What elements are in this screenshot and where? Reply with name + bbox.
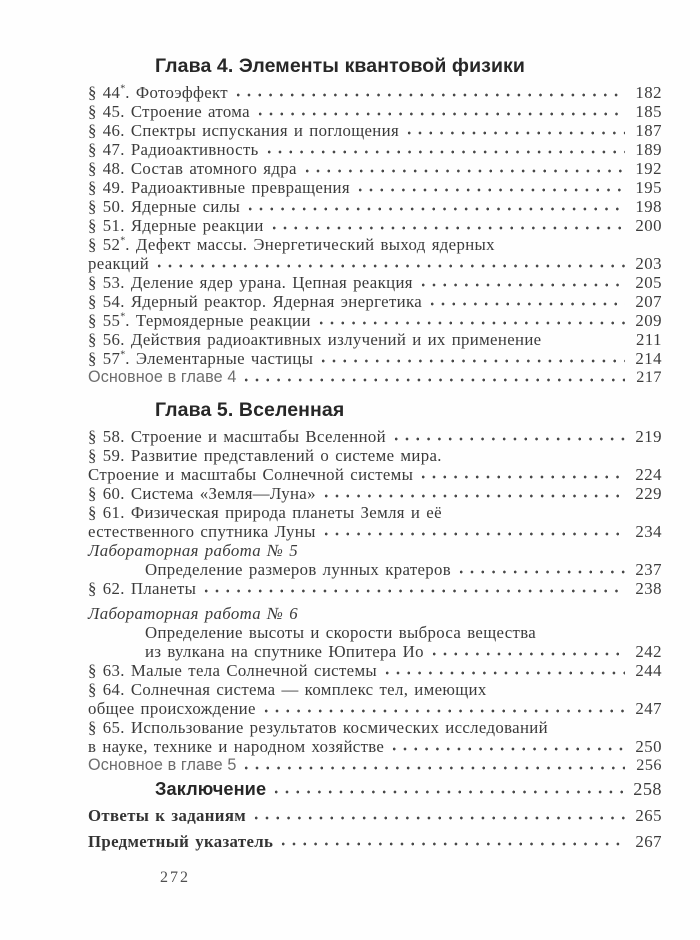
toc-line: [88, 349, 662, 368]
toc-entry-text: § 45. Строение атома: [88, 102, 250, 121]
toc-entry-text: § 49. Радиоактивные превращения: [88, 178, 350, 197]
page-number: 195: [635, 178, 662, 197]
toc-entry-text: § 53. Деление ядер урана. Цепная реакция: [88, 273, 413, 292]
page-number: 219: [635, 427, 662, 446]
index-line: [88, 832, 662, 851]
dot-leader: [549, 338, 625, 346]
toc-entry-text: общее происхождение: [88, 699, 256, 718]
page-number: 237: [635, 560, 662, 579]
toc-entry-text: Глава 5. Вселенная: [155, 399, 345, 421]
dot-leader: [258, 110, 625, 118]
toc-line: [88, 330, 662, 349]
toc-line: [88, 273, 662, 292]
page-number: 217: [636, 368, 662, 386]
toc-entry-text: Определение размеров лунных кратеров: [145, 560, 452, 579]
toc-entry-text: Лабораторная работа № 5: [88, 541, 299, 560]
toc-line: [88, 178, 662, 197]
toc-entry-text: § 56. Действия радиоактивных излучений и их применение: [88, 330, 542, 349]
page-number: 205: [635, 273, 662, 292]
toc-line: [88, 311, 662, 330]
toc-entry-text: Ответы к заданиям: [88, 806, 247, 825]
toc-entry-text: § 44*. Фотоэффект: [88, 83, 228, 102]
toc-entry-text: реакций: [88, 254, 150, 273]
toc-entry-text: Определение высоты и скорости выброса вещества: [145, 623, 537, 642]
toc-entry-text: § 52*. Дефект массы. Энергетический выход ядерных: [88, 235, 495, 254]
toc-entry-text: в науке, технике и народном хозяйстве: [88, 737, 385, 756]
toc-line: [88, 446, 662, 465]
toc-line: [88, 680, 662, 699]
toc-entry-text: § 47. Радиоактивность: [88, 140, 259, 159]
toc-line: [88, 292, 662, 311]
chapter-summary-line: [88, 368, 662, 387]
dot-leader: [281, 840, 625, 848]
toc-entry-text: естественного спутника Луны: [88, 522, 316, 541]
dot-leader: [358, 186, 625, 194]
toc-entry-text: § 57*. Элементарные частицы: [88, 349, 314, 368]
toc-entry-text: § 46. Спектры испускания и поглощения: [88, 121, 400, 140]
toc-line: [88, 121, 662, 140]
toc-entry-text: § 63. Малые тела Солнечной системы: [88, 661, 378, 680]
chapter-heading: [155, 55, 662, 77]
page-number: 209: [635, 311, 662, 330]
toc-line: [88, 159, 662, 178]
toc-line: [88, 699, 662, 718]
dot-leader: [274, 788, 625, 796]
toc-line: [88, 661, 662, 680]
page-number: 234: [635, 522, 662, 541]
toc-subline: [88, 623, 662, 642]
chapter-summary-line: [88, 756, 662, 775]
lab-work-title: [88, 541, 662, 560]
toc-entry-text: § 62. Планеты: [88, 579, 197, 598]
toc-entry-text: Основное в главе 4: [88, 368, 237, 386]
index-line: [88, 806, 662, 825]
toc-entry-text: § 61. Физическая природа планеты Земля и её: [88, 503, 442, 522]
dot-leader: [421, 473, 625, 481]
dot-leader: [321, 357, 625, 365]
dot-leader: [157, 262, 625, 270]
toc-line: [88, 718, 662, 737]
toc-entry-text: Заключение: [155, 779, 267, 799]
dot-leader: [305, 167, 625, 175]
dot-leader: [244, 376, 625, 384]
page-number: 267: [635, 832, 662, 851]
toc-line: [88, 216, 662, 235]
dot-leader: [421, 281, 625, 289]
toc-entry-text: § 55*. Термоядерные реакции: [88, 311, 311, 330]
page-number: 244: [635, 661, 662, 680]
toc-entry-text: Основное в главе 5: [88, 756, 237, 774]
dot-leader: [324, 530, 625, 538]
toc-line: [88, 235, 662, 254]
toc-line: [88, 579, 662, 598]
toc-line: [88, 102, 662, 121]
page-number: 185: [635, 102, 662, 121]
page-number: 187: [635, 121, 662, 140]
toc-subline: [88, 642, 662, 661]
page-number: 256: [636, 756, 662, 774]
toc-entry-text: из вулкана на спутнике Юпитера Ио: [145, 642, 424, 661]
page-number: 189: [635, 140, 662, 159]
dot-leader: [254, 814, 625, 822]
dot-leader: [267, 148, 625, 156]
dot-leader: [272, 224, 625, 232]
conclusion-line: [88, 780, 662, 799]
page-number: 258: [633, 779, 662, 799]
toc-entry-text: § 48. Состав атомного ядра: [88, 159, 297, 178]
page-number: 207: [635, 292, 662, 311]
toc-entry-text: Глава 4. Элементы квантовой физики: [155, 55, 526, 77]
page-number: 242: [635, 642, 662, 661]
toc-entry-text: § 54. Ядерный реактор. Ядерная энергетика: [88, 292, 423, 311]
toc-entry-text: Строение и масштабы Солнечной системы: [88, 465, 414, 484]
dot-leader: [324, 492, 625, 500]
dot-leader: [392, 745, 625, 753]
table-of-contents: [88, 55, 662, 851]
toc-line: [88, 503, 662, 522]
dot-leader: [432, 650, 625, 658]
dot-leader: [204, 587, 625, 595]
dot-leader: [248, 205, 625, 213]
dot-leader: [244, 764, 625, 772]
page-number: 247: [635, 699, 662, 718]
dot-leader: [407, 129, 625, 137]
dot-leader: [264, 707, 625, 715]
toc-entry-text: § 65. Использование результатов космических исследований: [88, 718, 548, 737]
page-number: 192: [635, 159, 662, 178]
page-number: 238: [635, 579, 662, 598]
dot-leader: [236, 91, 625, 99]
toc-line: [88, 427, 662, 446]
page-number: 229: [635, 484, 662, 503]
page-number: 211: [635, 330, 662, 349]
toc-line: [88, 737, 662, 756]
page-number: 224: [635, 465, 662, 484]
chapter-heading: [155, 399, 662, 421]
dot-leader: [459, 568, 625, 576]
dot-leader: [319, 319, 625, 327]
dot-leader: [385, 669, 625, 677]
page-number: 198: [635, 197, 662, 216]
page-number: 265: [635, 806, 662, 825]
dot-leader: [430, 300, 625, 308]
toc-entry-text: § 51. Ядерные реакции: [88, 216, 264, 235]
footer-page-number: 272: [160, 869, 190, 886]
toc-entry-text: § 60. Система «Земля—Луна»: [88, 484, 316, 503]
page-number: 250: [635, 737, 662, 756]
toc-line: [88, 83, 662, 102]
toc-line: [88, 140, 662, 159]
toc-subline: [88, 560, 662, 579]
toc-entry-text: § 58. Строение и масштабы Вселенной: [88, 427, 387, 446]
page-number: 182: [635, 83, 662, 102]
toc-line: [88, 484, 662, 503]
page-number: 203: [635, 254, 662, 273]
page-number: 214: [635, 349, 662, 368]
toc-entry-text: § 59. Развитие представлений о системе мира.: [88, 446, 442, 465]
toc-line: [88, 522, 662, 541]
toc-entry-text: § 64. Солнечная система — комплекс тел, имеющих: [88, 680, 487, 699]
lab-work-title: [88, 604, 662, 623]
toc-line: [88, 197, 662, 216]
page-number: 200: [635, 216, 662, 235]
toc-line: [88, 465, 662, 484]
toc-entry-text: § 50. Ядерные силы: [88, 197, 241, 216]
toc-entry-text: Лабораторная работа № 6: [88, 604, 299, 623]
toc-line: [88, 254, 662, 273]
toc-entry-text: Предметный указатель: [88, 832, 274, 851]
dot-leader: [394, 435, 625, 443]
